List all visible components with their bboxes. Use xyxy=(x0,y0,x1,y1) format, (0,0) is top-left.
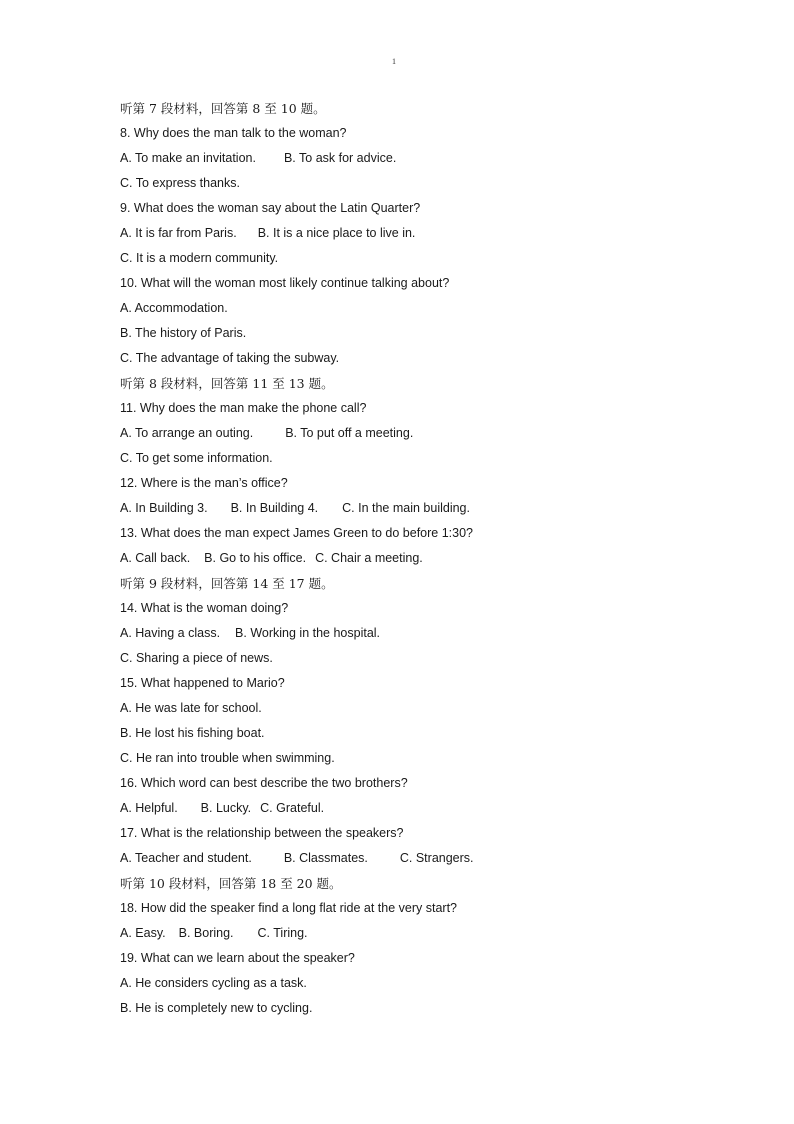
answer-option: A. Teacher and student. xyxy=(120,851,252,865)
answer-options-row xyxy=(120,996,760,1021)
answer-options-row xyxy=(120,696,760,721)
answer-option: C. Tiring. xyxy=(257,926,308,940)
answer-option: B. He lost his fishing boat. xyxy=(120,726,265,740)
answer-option: B. Working in the hospital. xyxy=(235,626,381,640)
answer-option: B. Classmates. xyxy=(283,851,368,865)
answer-options-row xyxy=(120,146,760,171)
answer-options-row xyxy=(120,646,760,671)
answer-option: C. Sharing a piece of news. xyxy=(120,651,273,665)
section-instruction: 听第 8 段材料，回答第 11 至 13 题。 xyxy=(120,376,334,391)
answer-options-row xyxy=(120,446,760,471)
answer-options-row xyxy=(120,546,760,571)
answer-option: A. Easy. xyxy=(120,926,166,940)
section-instruction: 听第 7 段材料，回答第 8 至 10 题。 xyxy=(120,101,326,116)
answer-options-row xyxy=(120,921,760,946)
question-text: 10. What will the woman most likely continue talking about? xyxy=(120,276,450,290)
answer-option: A. He considers cycling as a task. xyxy=(120,976,307,990)
answer-option: A. It is far from Paris. xyxy=(120,226,237,240)
question-text: 14. What is the woman doing? xyxy=(120,601,289,615)
answer-option: C. The advantage of taking the subway. xyxy=(120,351,340,365)
question-text: 13. What does the man expect James Green to do before 1:30? xyxy=(120,526,473,540)
answer-option: C. Strangers. xyxy=(399,851,474,865)
answer-options-row xyxy=(120,171,760,196)
section-instruction: 听第 9 段材料，回答第 14 至 17 题。 xyxy=(120,576,334,591)
answer-option: B. In Building 4. xyxy=(230,501,319,515)
answer-option: A. In Building 3. xyxy=(120,501,208,515)
answer-options-row xyxy=(120,421,760,446)
question-text: 12. Where is the man’s office? xyxy=(120,476,288,490)
answer-options-row xyxy=(120,296,760,321)
answer-option: B. It is a nice place to live in. xyxy=(257,226,416,240)
question-text: 17. What is the relationship between the speakers? xyxy=(120,826,404,840)
answer-options-row xyxy=(120,796,760,821)
page-number: 1 xyxy=(392,57,396,66)
answer-option: B. Go to his office. xyxy=(204,551,307,565)
answer-options-row xyxy=(120,746,760,771)
answer-option: A. Accommodation. xyxy=(120,301,228,315)
question-text: 16. Which word can best describe the two brothers? xyxy=(120,776,408,790)
answer-option: A. To make an invitation. xyxy=(120,151,256,165)
answer-option: B. The history of Paris. xyxy=(120,326,247,340)
answer-options-row xyxy=(120,221,760,246)
answer-option: C. Grateful. xyxy=(260,801,325,815)
answer-options-row xyxy=(120,346,760,371)
answer-option: B. To put off a meeting. xyxy=(285,426,414,440)
question-text: 9. What does the woman say about the Latin Quarter? xyxy=(120,201,421,215)
answer-option: B. He is completely new to cycling. xyxy=(120,1001,313,1015)
question-text: 8. Why does the man talk to the woman? xyxy=(120,126,347,140)
answer-options-row xyxy=(120,246,760,271)
answer-options-row xyxy=(120,321,760,346)
answer-option: C. In the main building. xyxy=(342,501,470,515)
answer-option: B. To ask for advice. xyxy=(283,151,397,165)
answer-options-row xyxy=(120,621,760,646)
answer-option: A. Helpful. xyxy=(120,801,178,815)
question-text: 19. What can we learn about the speaker? xyxy=(120,951,355,965)
section-instruction: 听第 10 段材料，回答第 18 至 20 题。 xyxy=(120,876,342,891)
answer-option: B. Boring. xyxy=(178,926,234,940)
answer-option: C. Chair a meeting. xyxy=(315,551,423,565)
answer-option: C. To express thanks. xyxy=(120,176,240,190)
exam-listening-section xyxy=(120,96,760,1021)
answer-option: B. Lucky. xyxy=(200,801,252,815)
answer-options-row xyxy=(120,721,760,746)
answer-option: A. To arrange an outing. xyxy=(120,426,254,440)
answer-option: C. To get some information. xyxy=(120,451,273,465)
answer-options-row xyxy=(120,846,760,871)
answer-options-row xyxy=(120,971,760,996)
answer-options-row xyxy=(120,496,760,521)
answer-option: A. He was late for school. xyxy=(120,701,262,715)
answer-option: A. Call back. xyxy=(120,551,191,565)
answer-option: C. He ran into trouble when swimming. xyxy=(120,751,335,765)
answer-option: A. Having a class. xyxy=(120,626,221,640)
answer-option: C. It is a modern community. xyxy=(120,251,279,265)
question-text: 18. How did the speaker find a long flat ride at the very start? xyxy=(120,901,457,915)
question-text: 11. Why does the man make the phone call? xyxy=(120,401,367,415)
question-text: 15. What happened to Mario? xyxy=(120,676,285,690)
